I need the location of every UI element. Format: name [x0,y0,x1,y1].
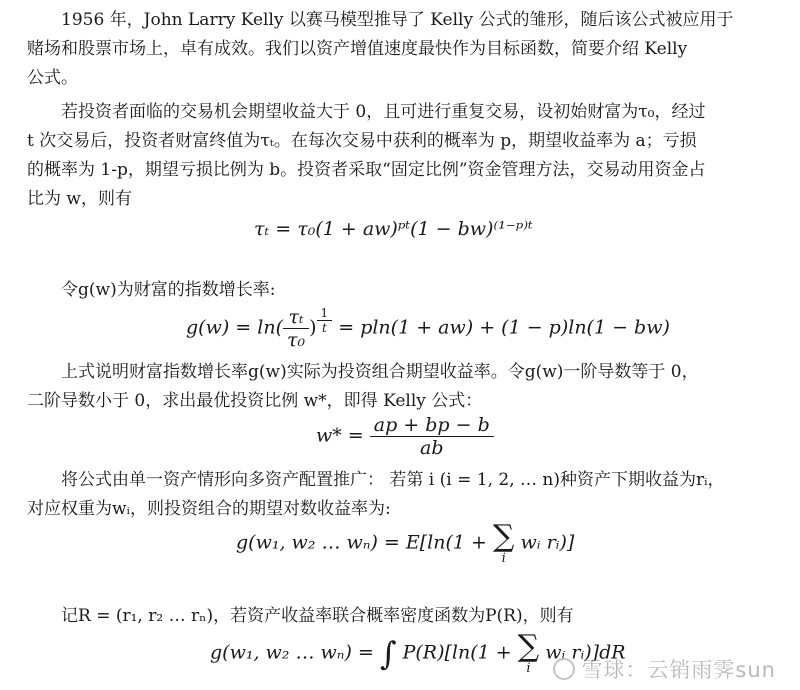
intro-line-3: 公式。 [27,68,78,88]
intro-paragraph [27,6,777,93]
multi-asset-paragraph: 将公式由单一资产情形向多资产配置推广： 若第 i (i = 1, 2, … n)种资产下期收益为rᵢ， 对应权重为wᵢ，则投资组合的期望对数收益率为: [27,470,725,519]
equation-growth-rate: g(w) = ln( $\frac{\text{τₜ}}{\text{τ₀}}$ ) $\frac{1}{t}$ = pln(1 + aw) + (1 − p)ln(1 − bw) [186,306,670,351]
setup-line-3: 的概率为 1-p，期望亏损比例为 b。投资者采取“固定比例”资金管理方法，交易动用资金占 [27,160,706,180]
equation-wealth: τₜ = τ₀(1 + aw)ᵖᵗ(1 − bw)⁽¹⁻ᵖ⁾ᵗ [254,218,533,240]
equation-portfolio-growth: g(w₁, w₂ … wₙ) = E[ln(1 + ∑ i wᵢ rᵢ)] [236,519,575,566]
equation-integral: g(w₁, w₂ … wₙ) = ∫ P(R)[ln(1 + ∑ i wᵢ rᵢ)]dR [210,629,626,676]
setup-line-1: 若投资者面临的交易机会期望收益大于 0，且可进行重复交易，设初始财富为τ₀，经过 [61,102,706,122]
derivative-paragraph: 上式说明财富指数增长率g(w)实际为投资组合期望收益率。令g(w)一阶导数等于 0， 二阶导数小于 0，求出最优投资比例 w*，即得 Kelly 公式： [27,362,699,411]
intro-line-1: 1956 年，John Larry Kelly 以赛马模型推导了 Kelly 公式的雏形，随后该公式被应用于 [61,10,734,30]
growth-intro: 令g(w)为财富的指数增长率: [61,280,276,300]
joint-density-paragraph: 记R = (r₁, r₂ … rₙ)，若资产收益率联合概率密度函数为P(R)，则有 [61,606,574,626]
snowball-logo-icon [553,658,575,680]
setup-line-4: 比为 w，则有 [27,189,132,209]
equation-kelly: w* = $\frac{ap + bp - b}{ab}$ [316,414,494,459]
setup-line-2: t 次交易后，投资者财富终值为τₜ。在每次交易中获利的概率为 p，期望收益率为 a；亏损 [27,131,697,151]
watermark: 雪球：云销雨霁sun [553,654,776,684]
intro-line-2: 赌场和股票市场上，卓有成效。我们以资产增值速度最快作为目标函数，简要介绍 Kelly [27,39,688,59]
setup-paragraph [27,98,777,214]
